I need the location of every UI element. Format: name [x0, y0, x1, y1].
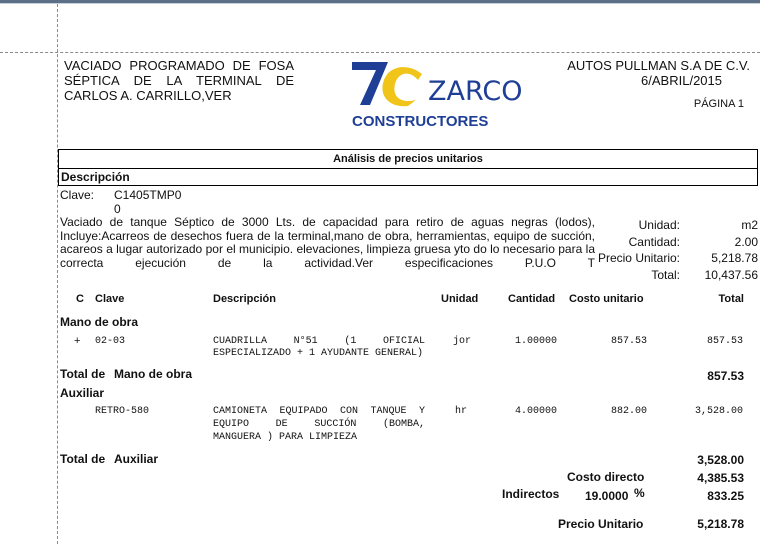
row-clave: 02-03 [95, 336, 126, 347]
row-unidad: jor [453, 336, 472, 347]
clave-value-2: 0 [114, 202, 121, 216]
row-desc-line-2: EQUIPO DE SUCCIÓN (BOMBA, [213, 419, 425, 430]
precio-unitario-value: 5,218.78 [697, 517, 744, 531]
row-unidad: hr [455, 406, 468, 417]
document-date: 6/ABRIL/2015 [641, 73, 722, 88]
col-c: C [76, 293, 84, 305]
group-title-mano-obra: Mano de obra [60, 315, 139, 329]
group-total-name-mano-obra: Mano de obra [114, 367, 193, 381]
title-line-2: SÉPTICA DE LA TERMINAL DE [64, 73, 294, 88]
row-cantidad: 1.00000 [514, 336, 557, 347]
row-clave: RETRO-580 [95, 406, 150, 417]
margin-guide-horizontal [0, 52, 760, 53]
group-total-value-auxiliar: 3,528.00 [697, 453, 744, 467]
clave-label: Clave: [60, 188, 95, 202]
group-total-label-mano-obra: Total de [60, 367, 106, 381]
logo-sub: CONSTRUCTORES [352, 113, 489, 130]
row-desc-line-2: ESPECIALIZADO + 1 AYUDANTE GENERAL) [213, 348, 424, 359]
summary-cantidad-value: 2.00 [734, 235, 758, 249]
summary-precio-value: 5,218.78 [711, 251, 758, 265]
group-total-name-auxiliar: Auxiliar [114, 452, 159, 466]
clave-value: C1405TMP0 [114, 188, 182, 202]
indirectos-label: Indirectos [502, 487, 560, 501]
col-costo-unitario: Costo unitario [569, 293, 644, 305]
col-unidad: Unidad [441, 293, 479, 305]
row-costo: 882.00 [610, 406, 647, 417]
margin-guide-vertical [57, 4, 58, 544]
summary-total-value: 10,437.56 [704, 268, 758, 282]
costo-directo-value: 4,385.53 [697, 471, 744, 485]
row-desc-line-3: MANGUERA ) PARA LIMPIEZA [213, 432, 358, 443]
document-title [64, 58, 294, 103]
col-clave: Clave [95, 293, 125, 305]
summary-cantidad-label: Cantidad: [628, 235, 680, 249]
summary-precio-label: Precio Unitario: [597, 251, 680, 265]
row-costo: 857.53 [610, 336, 647, 347]
summary-unidad-value: m2 [741, 218, 758, 232]
section-title: Análisis de precios unitarios [58, 149, 758, 169]
group-title-auxiliar: Auxiliar [60, 386, 105, 400]
title-line-1: VACIADO PROGRAMADO DE FOSA [64, 58, 294, 73]
group-total-value-mano-obra: 857.53 [707, 369, 744, 383]
summary-unidad-label: Unidad: [638, 218, 680, 232]
title-line-3: CARLOS A. CARRILLO,VER [64, 88, 232, 103]
summary-total-label: Total: [651, 268, 680, 282]
row-cantidad: 4.00000 [514, 406, 557, 417]
row-c: + [74, 335, 81, 347]
concept-description: Vaciado de tanque Séptico de 3000 Lts. de capacidad para retiro de aguas negras (lodos), Incluye:Acarreos de desechos fuera de la terminal,mano de obra, herramientas, equipo de succión, acareos a lugar autorizado por el municipio. elevaciones, limpieza gruesa yto do lo necesario para la correcta ejecución de la actividad.Ver especificaciones P.U.O T [60, 215, 595, 270]
col-cantidad: Cantidad [508, 293, 556, 305]
indirectos-percent: 19.0000 [585, 489, 629, 503]
col-descripcion: Descripción [213, 293, 276, 305]
group-total-label-auxiliar: Total de [60, 452, 106, 466]
page-number: PÁGINA 1 [693, 98, 744, 110]
precio-unitario-label: Precio Unitario [558, 517, 644, 531]
indirectos-value: 833.25 [707, 489, 744, 503]
row-total: 857.53 [706, 336, 743, 347]
costo-directo-label: Costo directo [567, 470, 645, 484]
logo-brand: ZARCO [428, 76, 523, 107]
col-total: Total [718, 293, 744, 305]
percent-sign: % [634, 486, 645, 500]
company-name: AUTOS PULLMAN S.A DE C.V. [567, 58, 750, 73]
row-desc-line-1: CUADRILLA N°51 (1 OFICIAL [213, 336, 425, 347]
window-top-bar-edge [0, 3, 760, 4]
description-label: Descripción [58, 169, 758, 186]
row-total: 3,528.00 [694, 406, 743, 417]
company-logo [350, 60, 523, 130]
row-desc-line-1: CAMIONETA EQUIPADO CON TANQUE Y [213, 406, 425, 417]
